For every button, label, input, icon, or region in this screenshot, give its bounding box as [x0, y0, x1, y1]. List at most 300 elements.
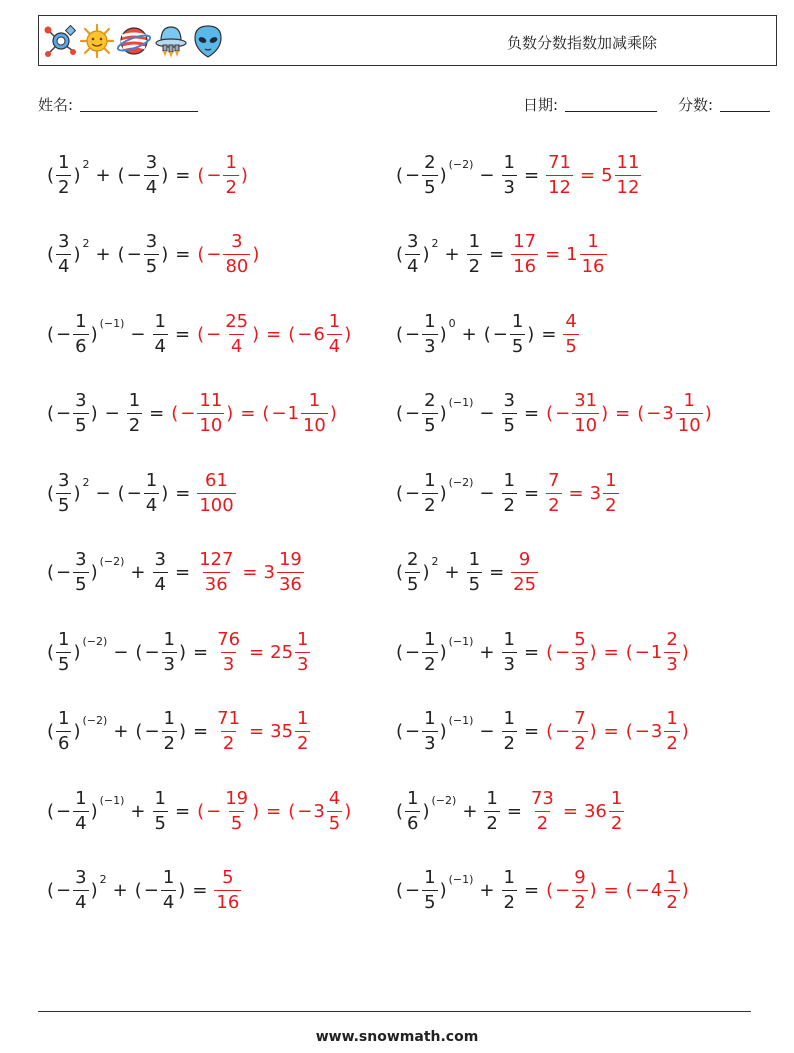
open-paren: (	[396, 641, 404, 663]
denominator: 2	[574, 733, 586, 754]
denominator: 4	[154, 335, 166, 357]
problem-18	[395, 781, 625, 841]
close-paren: )	[329, 403, 337, 424]
answer	[214, 628, 311, 675]
denominator: 2	[128, 415, 141, 436]
answer	[510, 551, 539, 594]
fraction	[215, 628, 242, 675]
operator: =	[249, 721, 265, 742]
fraction	[223, 233, 250, 276]
problem-9	[46, 463, 237, 523]
rocket-ship-icon	[154, 23, 188, 59]
alien-icon	[191, 23, 225, 59]
denominator: 2	[536, 812, 549, 834]
open-paren: (	[197, 800, 205, 822]
numerator: 1	[58, 628, 70, 650]
fraction	[162, 710, 177, 753]
answer	[528, 787, 625, 834]
whole-number: 3	[650, 721, 663, 742]
denominator: 2	[548, 494, 560, 516]
fraction	[56, 151, 71, 198]
denominator: 2	[605, 494, 617, 516]
open-paren: (	[47, 164, 55, 186]
fraction	[144, 151, 159, 198]
minus-sign: −	[206, 800, 222, 822]
numerator: 1	[163, 628, 175, 650]
minus-sign: −	[126, 244, 142, 265]
numerator: 3	[407, 231, 419, 252]
exponent: (−1)	[99, 793, 125, 807]
close-paren: )	[90, 562, 98, 583]
denominator: 6	[75, 335, 87, 357]
close-paren: )	[704, 403, 712, 424]
minus-sign: −	[56, 562, 72, 583]
numerator: 3	[75, 867, 87, 888]
answer	[562, 310, 579, 357]
exponent: 0	[448, 316, 456, 330]
answer	[196, 151, 249, 198]
close-paren: )	[589, 641, 597, 663]
close-paren: )	[161, 244, 169, 265]
denominator: 10	[302, 415, 326, 436]
numerator: 1	[162, 867, 175, 888]
numerator: 76	[217, 628, 241, 650]
open-paren: (	[396, 562, 404, 583]
open-paren: (	[262, 403, 270, 424]
minus-sign: −	[144, 641, 160, 663]
denominator: 3	[163, 653, 175, 675]
operator: =	[193, 641, 209, 663]
close-paren: )	[681, 721, 689, 742]
problem-8	[395, 384, 713, 444]
fraction	[73, 551, 88, 594]
denominator: 4	[145, 494, 158, 516]
numerator: 1	[424, 867, 436, 888]
close-paren: )	[179, 721, 187, 742]
denominator: 5	[75, 415, 87, 436]
fraction	[153, 787, 168, 834]
exponent: 2	[431, 237, 439, 250]
fraction	[223, 151, 238, 198]
denominator: 3	[297, 653, 309, 675]
fraction	[580, 233, 607, 276]
fraction	[422, 869, 437, 912]
denominator: 100	[199, 494, 234, 516]
open-paren: (	[47, 482, 55, 504]
minus-sign: −	[126, 164, 142, 186]
numerator: 19	[278, 549, 302, 570]
minus-sign: −	[143, 880, 159, 901]
minus-sign: −	[555, 721, 571, 742]
operator: =	[603, 641, 619, 663]
operator: =	[523, 403, 540, 424]
numerator: 71	[548, 151, 571, 173]
close-paren: )	[681, 641, 689, 663]
problem-4	[395, 225, 608, 285]
exponent: (−2)	[448, 157, 474, 171]
close-paren: )	[422, 244, 430, 265]
open-paren: (	[47, 641, 55, 663]
operator: =	[266, 323, 282, 345]
fraction	[502, 151, 517, 198]
sun-icon	[80, 23, 114, 59]
fraction	[422, 392, 437, 435]
fraction	[73, 869, 88, 912]
numerator: 1	[154, 310, 166, 332]
numerator: 1	[297, 628, 309, 650]
denominator: 3	[222, 653, 235, 675]
denominator: 4	[154, 574, 166, 595]
numerator: 5	[222, 867, 234, 888]
denominator: 5	[154, 812, 166, 834]
close-paren: )	[178, 880, 186, 901]
numerator: 1	[58, 151, 70, 173]
numerator: 1	[503, 867, 515, 888]
operator: +	[113, 721, 129, 742]
exponent: (−2)	[99, 555, 125, 568]
fraction	[127, 392, 142, 435]
denominator: 12	[548, 176, 571, 198]
operator: =	[240, 403, 256, 424]
denominator: 5	[424, 892, 436, 913]
whole-number: 36	[583, 800, 607, 822]
minus-sign: −	[56, 323, 72, 345]
numerator: 1	[605, 469, 617, 491]
numerator: 1	[297, 708, 309, 729]
denominator: 2	[666, 733, 678, 754]
answer	[510, 233, 607, 276]
minus-sign: −	[405, 482, 421, 504]
problem-15	[46, 702, 311, 762]
date-label: 日期:	[523, 96, 559, 114]
operator: =	[579, 164, 596, 186]
problem-1	[46, 145, 249, 205]
fraction	[197, 392, 224, 435]
open-paren: (	[625, 880, 633, 901]
fraction	[73, 392, 88, 435]
denominator: 2	[486, 812, 498, 834]
close-paren: )	[422, 562, 430, 583]
close-paren: )	[439, 880, 447, 901]
numerator: 1	[511, 310, 524, 332]
fraction	[405, 787, 420, 834]
fraction	[327, 787, 342, 834]
operator: −	[104, 403, 120, 424]
whole-number: 3	[263, 562, 275, 583]
fraction	[546, 469, 561, 516]
fraction	[422, 710, 437, 753]
answer	[545, 869, 690, 912]
operator: −	[479, 721, 495, 742]
denominator: 25	[513, 574, 537, 595]
numerator: 11	[199, 390, 223, 411]
open-paren: (	[625, 641, 633, 663]
fraction	[301, 392, 328, 435]
name-field	[38, 94, 198, 115]
problem-3	[46, 225, 260, 285]
operator: =	[615, 403, 631, 424]
answer	[196, 469, 236, 516]
denominator: 2	[225, 176, 237, 198]
numerator: 1	[58, 708, 70, 729]
close-paren: )	[681, 880, 689, 901]
close-paren: )	[90, 880, 98, 901]
numerator: 7	[548, 469, 560, 491]
open-paren: (	[396, 482, 404, 504]
name-label: 姓名:	[38, 96, 74, 114]
numerator: 1	[683, 390, 695, 411]
date-blank[interactable]	[565, 97, 657, 112]
denominator: 2	[222, 733, 235, 754]
close-paren: )	[161, 482, 169, 504]
fraction	[572, 628, 587, 675]
problem-19	[46, 861, 242, 921]
operator: =	[523, 482, 540, 504]
fraction	[153, 310, 168, 357]
exponent: (−1)	[99, 316, 125, 330]
numerator: 11	[616, 151, 640, 173]
denominator: 10	[199, 415, 223, 436]
minus-sign: −	[206, 323, 222, 345]
close-paren: )	[73, 244, 81, 265]
numerator: 9	[518, 549, 531, 570]
exponent: 2	[82, 157, 90, 171]
fraction	[161, 869, 176, 912]
open-paren: (	[546, 880, 554, 901]
close-paren: )	[344, 800, 352, 822]
numerator: 1	[75, 310, 87, 332]
footer-divider	[38, 1011, 751, 1012]
open-paren: (	[135, 641, 143, 663]
numerator: 7	[574, 708, 586, 729]
answer	[545, 628, 690, 675]
whole-number: 4	[650, 880, 663, 901]
operator: −	[130, 323, 146, 345]
fraction	[603, 469, 618, 516]
numerator: 1	[610, 787, 623, 809]
open-paren: (	[135, 721, 143, 742]
denominator: 2	[297, 733, 309, 754]
fraction	[223, 787, 250, 834]
fraction	[467, 233, 482, 276]
denominator: 36	[204, 574, 228, 595]
fraction	[529, 787, 556, 834]
fraction	[405, 551, 420, 594]
open-paren: (	[117, 482, 125, 504]
fraction	[214, 869, 241, 912]
open-paren: (	[197, 244, 205, 265]
fraction	[162, 628, 177, 675]
minus-sign: −	[555, 641, 571, 663]
answer	[545, 151, 642, 198]
whole-number: 6	[313, 323, 325, 345]
numerator: 1	[503, 708, 515, 729]
whole-number: 3	[662, 403, 674, 424]
minus-sign: −	[555, 880, 571, 901]
denominator: 6	[58, 733, 70, 754]
minus-sign: −	[180, 403, 196, 424]
numerator: 1	[503, 151, 515, 173]
fraction	[295, 628, 310, 675]
answer	[213, 869, 242, 912]
fraction	[502, 392, 517, 435]
exponent: (−2)	[448, 475, 474, 489]
problem-6	[395, 304, 580, 364]
fraction	[510, 310, 525, 357]
header-icons	[43, 23, 225, 59]
open-paren: (	[396, 323, 404, 345]
minus-sign: −	[555, 403, 571, 424]
numerator: 3	[145, 151, 158, 173]
open-paren: (	[47, 721, 55, 742]
open-paren: (	[47, 323, 55, 345]
name-blank[interactable]	[80, 97, 198, 112]
fraction	[405, 233, 420, 276]
exponent: (−1)	[448, 634, 474, 648]
open-paren: (	[396, 244, 404, 265]
close-paren: )	[601, 403, 609, 424]
answer	[196, 233, 260, 276]
exponent: 2	[99, 873, 107, 886]
open-paren: (	[117, 164, 125, 186]
denominator: 4	[75, 812, 87, 834]
denominator: 4	[407, 256, 419, 277]
fraction	[572, 392, 599, 435]
operator: =	[568, 482, 584, 504]
fraction	[484, 787, 499, 834]
denominator: 2	[610, 812, 623, 834]
numerator: 2	[424, 151, 436, 173]
denominator: 2	[424, 653, 436, 675]
fraction	[295, 710, 310, 753]
operator: =	[192, 880, 208, 901]
numerator: 9	[574, 867, 586, 888]
denominator: 5	[468, 574, 481, 595]
answer	[545, 392, 713, 435]
minus-sign: −	[405, 164, 421, 186]
denominator: 5	[511, 335, 524, 357]
fraction	[572, 869, 587, 912]
open-paren: (	[171, 403, 179, 424]
fraction	[609, 787, 624, 834]
numerator: 2	[666, 628, 678, 650]
denominator: 2	[503, 892, 515, 913]
denominator: 4	[145, 176, 158, 198]
worksheet-header	[38, 15, 777, 66]
minus-sign: −	[405, 641, 421, 663]
whole-number: 1	[566, 244, 578, 265]
minus-sign: −	[634, 721, 650, 742]
numerator: 1	[468, 549, 481, 570]
fraction	[511, 551, 538, 594]
whole-number: 25	[270, 641, 294, 663]
whole-number: 3	[589, 482, 602, 504]
date-field	[523, 94, 657, 115]
numerator: 1	[128, 390, 141, 411]
problem-5	[46, 304, 352, 364]
problem-14	[395, 622, 690, 682]
numerator: 71	[217, 708, 241, 729]
numerator: 1	[225, 151, 237, 173]
close-paren: )	[589, 721, 597, 742]
numerator: 31	[574, 390, 598, 411]
operator: =	[603, 880, 619, 901]
operator: =	[489, 244, 505, 265]
operator: =	[175, 482, 191, 504]
fraction	[546, 151, 573, 198]
score-field	[678, 94, 770, 115]
open-paren: (	[288, 800, 296, 822]
problem-11	[46, 543, 305, 603]
fraction	[563, 310, 578, 357]
open-paren: (	[117, 244, 125, 265]
denominator: 12	[616, 176, 640, 198]
close-paren: )	[240, 164, 248, 186]
fraction	[502, 628, 517, 675]
minus-sign: −	[206, 164, 222, 186]
planet-icon	[117, 23, 151, 59]
exponent: (−1)	[448, 714, 474, 727]
denominator: 5	[503, 415, 515, 436]
close-paren: )	[73, 641, 81, 663]
numerator: 1	[154, 787, 166, 809]
close-paren: )	[527, 323, 535, 345]
close-paren: )	[439, 721, 447, 742]
whole-number: 1	[287, 403, 299, 424]
denominator: 5	[145, 256, 158, 277]
operator: =	[174, 800, 191, 822]
operator: =	[249, 641, 265, 663]
minus-sign: −	[144, 721, 160, 742]
open-paren: (	[134, 880, 142, 901]
open-paren: (	[546, 403, 554, 424]
close-paren: )	[90, 403, 98, 424]
close-paren: )	[439, 641, 447, 663]
satellite-icon	[43, 23, 77, 59]
operator: +	[130, 562, 146, 583]
problem-12	[395, 543, 539, 603]
open-paren: (	[47, 244, 55, 265]
operator: +	[95, 164, 111, 186]
numerator: 2	[424, 390, 436, 411]
denominator: 2	[58, 176, 70, 198]
numerator: 1	[424, 469, 436, 491]
denominator: 16	[581, 256, 605, 277]
fraction	[664, 628, 679, 675]
exponent: 2	[82, 237, 90, 250]
numerator: 3	[58, 231, 70, 252]
fraction	[422, 310, 437, 357]
open-paren: (	[396, 721, 404, 742]
operator: =	[545, 244, 561, 265]
footer-url: www.snowmath.com	[315, 1029, 479, 1045]
numerator: 25	[225, 310, 249, 332]
denominator: 2	[574, 892, 586, 913]
minus-sign: −	[297, 323, 313, 345]
minus-sign: −	[56, 403, 72, 424]
operator: =	[175, 164, 191, 186]
numerator: 3	[145, 231, 158, 252]
operator: =	[174, 562, 191, 583]
numerator: 4	[565, 310, 577, 332]
exponent: (−2)	[82, 634, 108, 648]
fraction	[73, 787, 88, 834]
fraction	[144, 233, 159, 276]
denominator: 5	[565, 335, 577, 357]
fraction	[153, 551, 168, 594]
problem-7	[46, 384, 338, 444]
score-blank[interactable]	[720, 97, 770, 112]
